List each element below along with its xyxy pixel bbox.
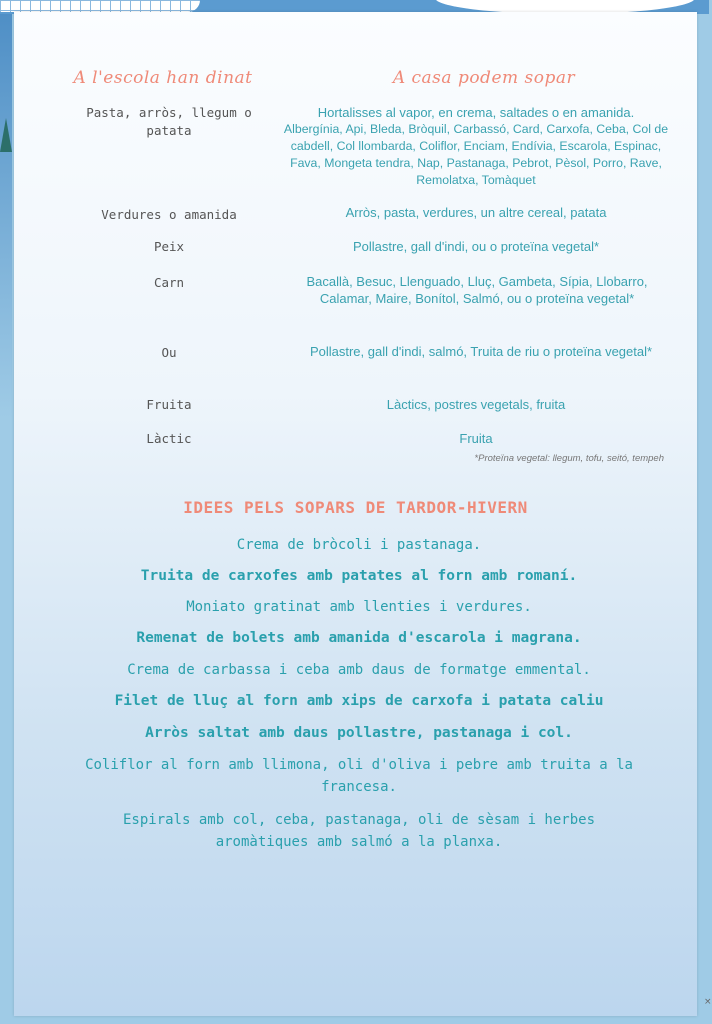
dinner-cell: Fruita xyxy=(459,431,493,446)
header-dinner: A casa podem sopar xyxy=(392,68,576,88)
idea-item: Arròs saltat amb daus pollastre, pastanaga i col. xyxy=(145,725,573,741)
idea-item: Moniato gratinat amb llenties i verdures. xyxy=(186,599,532,615)
lunch-cell: Làctic xyxy=(146,431,192,446)
dinner-cell: Bacallà, Besuc, Llenguado, Lluç, Gambeta, Sípia, Llobarro, Calamar, Maire, Bonítol, Salmó, ou o proteïna vegetal* xyxy=(306,274,648,306)
idea-item: Remenat de bolets amb amanida d'escarola i magrana. xyxy=(136,630,582,646)
header-lunch: A l'escola han dinat xyxy=(73,68,253,88)
idea-item: Coliflor al forn amb llimona, oli d'oliva i pebre amb truita a la francesa. xyxy=(85,757,633,795)
dinner-detail: Albergínia, Api, Bleda, Bròquil, Carbassó, Card, Carxofa, Ceba, Col de cabdell, Col llombarda, Coliflor, Enciam, Endívia, Escarola, Espinac, Fava, Mongeta tendra, Nap, Pastanaga, Pebrot, Pèsol, Porro, Rave, Remolatxa, Tomàquet xyxy=(283,122,669,187)
dinner-cell xyxy=(276,104,676,189)
lunch-cell: Fruita xyxy=(146,397,192,412)
grid-decoration xyxy=(0,0,200,12)
left-decoration-band xyxy=(0,14,12,1024)
dinner-cell: Arròs, pasta, verdures, un altre cereal, patata xyxy=(345,205,607,220)
dinner-cell: Làctics, postres vegetals, fruita xyxy=(386,397,566,412)
dinner-text: Hortalisses al vapor, en crema, saltades o en amanida. xyxy=(317,105,635,120)
lunch-cell: Verdures o amanida xyxy=(101,207,237,222)
lunch-cell: Peix xyxy=(153,239,185,254)
footnote: *Proteïna vegetal: llegum, tofu, seitó, tempeh xyxy=(474,453,664,464)
menu-sheet xyxy=(14,12,712,1016)
tree-decoration-icon xyxy=(0,118,12,152)
ideas-title: IDEES PELS SOPARS DE TARDOR-HIVERN xyxy=(183,498,528,517)
idea-item: Filet de lluç al forn amb xips de carxofa i patata caliu xyxy=(114,693,604,709)
lunch-cell: Carn xyxy=(153,275,185,290)
lunch-cell: Ou xyxy=(161,345,177,360)
idea-item: Crema de carbassa i ceba amb daus de formatge emmental. xyxy=(127,662,591,678)
idea-item: Truita de carxofes amb patates al forn amb romaní. xyxy=(140,568,578,584)
lunch-cell: Pasta, arròs, llegum o patata xyxy=(86,105,252,138)
idea-item: Espirals amb col, ceba, pastanaga, oli de sèsam i herbes aromàtiques amb salmó a la planxa. xyxy=(122,812,595,850)
dinner-cell: Pollastre, gall d'indi, salmó, Truita de riu o proteïna vegetal* xyxy=(309,344,653,359)
idea-item: Crema de bròcoli i pastanaga. xyxy=(236,537,482,553)
page-corner-mark: × xyxy=(704,997,712,1007)
dinner-cell: Pollastre, gall d'indi, ou o proteïna vegetal* xyxy=(352,239,600,254)
